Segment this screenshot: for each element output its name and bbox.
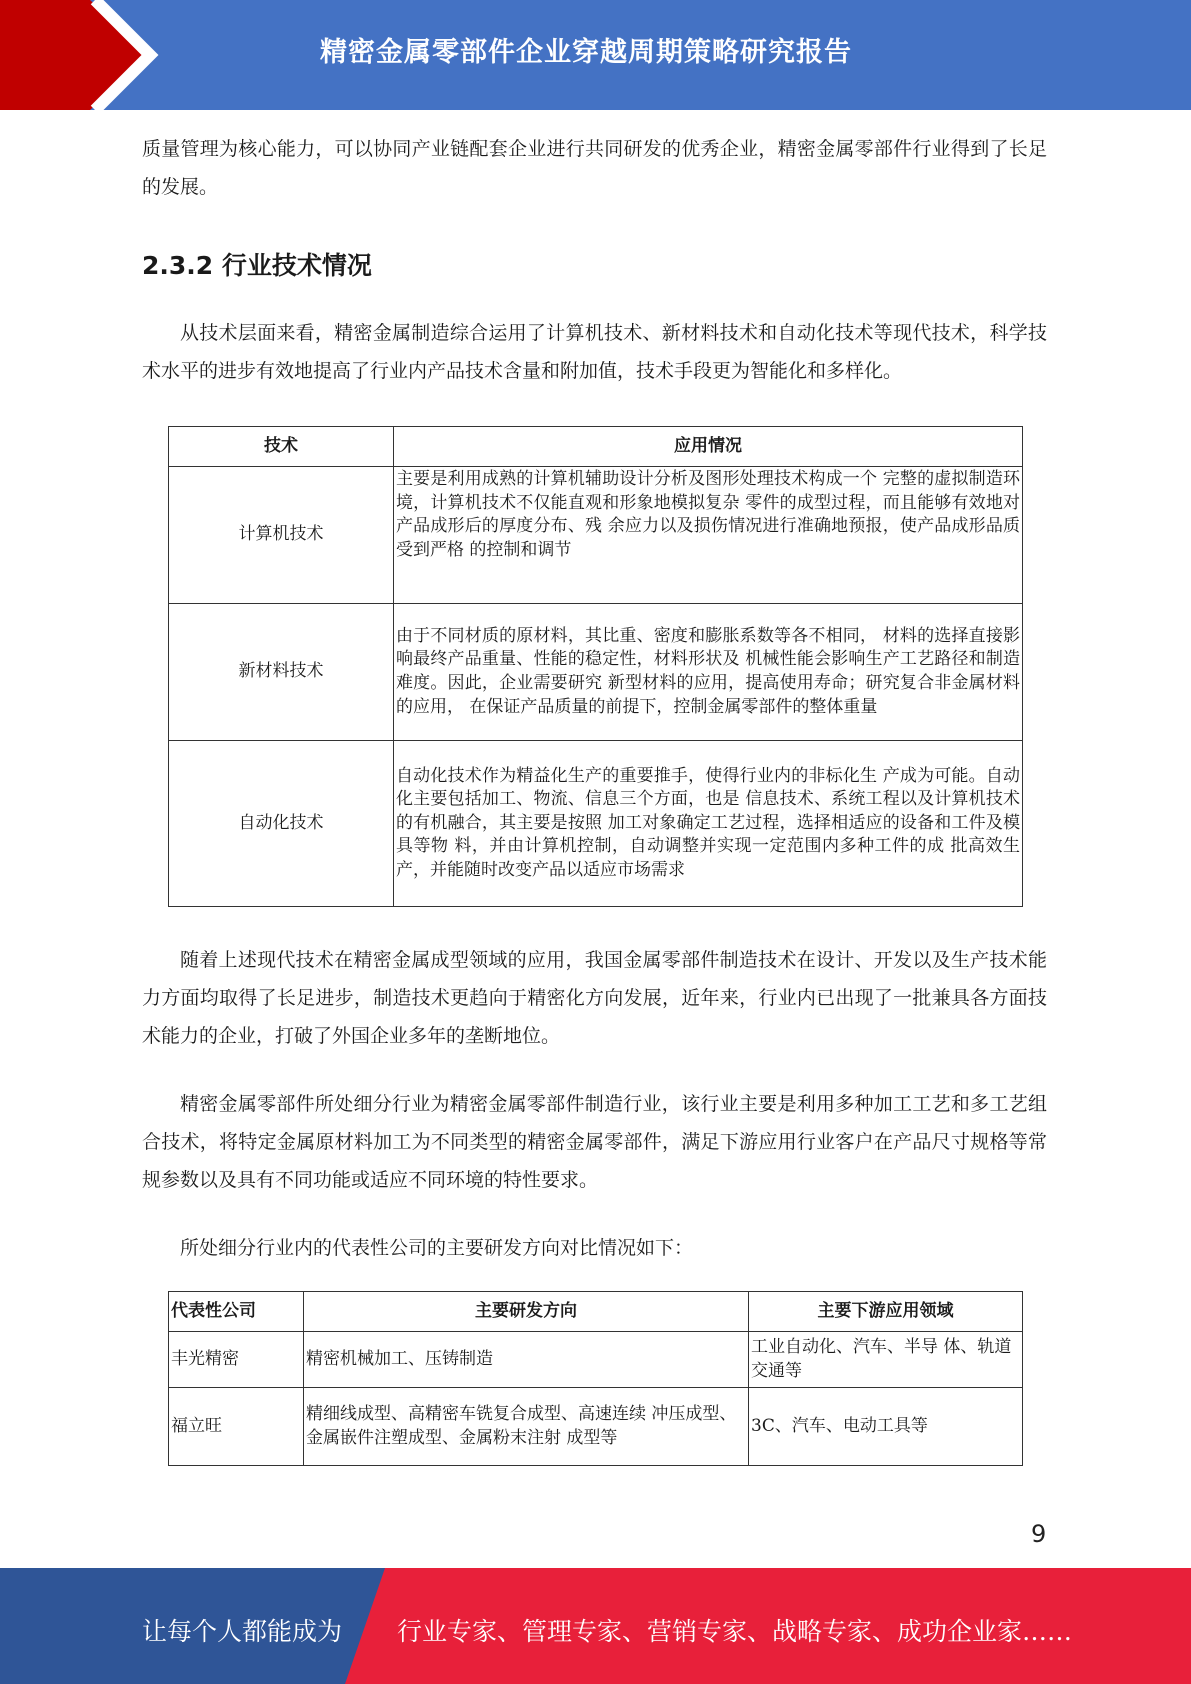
company-table xyxy=(168,1291,1023,1466)
page-number: 9 xyxy=(1031,1520,1047,1548)
page-header xyxy=(0,0,1191,110)
page-content xyxy=(142,130,1047,1466)
column-header-direction: 主要研发方向 xyxy=(304,1292,749,1332)
company-name: 丰光精密 xyxy=(169,1332,304,1388)
table-header-row xyxy=(169,427,1023,467)
research-direction: 精密机械加工、压铸制造 xyxy=(304,1332,749,1388)
intro-paragraph: 质量管理为核心能力，可以协同产业链配套企业进行共同研发的优秀企业，精密金属零部件行业得到了长足的发展。 xyxy=(142,138,1047,198)
tech-application: 由于不同材质的原材料，其比重、密度和膨胀系数等各不相同， 材料的选择直接影响最终产品重量、性能的稳定性，材料形状及 机械性能会影响生产工艺路径和制造难度。因此，企业需要研究 新型材料的应用，提高使用寿命；研究复合非金属材料的应用， 在保证产品质量的前提下，控制金属零部件的整体重量 xyxy=(394,604,1023,741)
industry-paragraph: 精密金属零部件所处细分行业为精密金属零部件制造行业，该行业主要是利用多种加工工艺和多工艺组合技术，将特定金属原材料加工为不同类型的精密金属零部件，满足下游应用行业客户在产品尺寸规格等常规参数以及具有不同功能或适应不同环境的特性要求。 xyxy=(142,1093,1047,1191)
tech-application: 自动化技术作为精益化生产的重要推手，使得行业内的非标化生 产成为可能。自动化主要包括加工、物流、信息三个方面，也是 信息技术、系统工程以及计算机技术的有机融合，其主要是按照 加工对象确定工艺过程，选择相适应的设备和工件及模具等物 料，并由计算机控制，自动调整并实现一定范围内多种工件的成 批高效生产，并能随时改变产品以适应市场需求 xyxy=(394,741,1023,907)
tech-name: 新材料技术 xyxy=(169,604,394,741)
tech-application: 主要是利用成熟的计算机辅助设计分析及图形处理技术构成一个 完整的虚拟制造环境，计算机技术不仅能直观和形象地模拟复杂 零件的成型过程，而且能够有效地对产品成形后的厚度分布、残 余应力以及损伤情况进行准确地预报，使产品成形品质受到严格 的控制和调节 xyxy=(394,467,1023,604)
table-row xyxy=(169,604,1023,741)
progress-paragraph: 随着上述现代技术在精密金属成型领域的应用，我国金属零部件制造技术在设计、开发以及生产技术能力方面均取得了长足进步，制造技术更趋向于精密化方向发展，近年来，行业内已出现了一批兼具各方面技术能力的企业，打破了外国企业多年的垄断地位。 xyxy=(142,949,1047,1047)
table-row xyxy=(169,1388,1023,1466)
downstream-fields: 工业自动化、汽车、半导 体、轨道交通等 xyxy=(749,1332,1023,1388)
table-header-row xyxy=(169,1292,1023,1332)
table-row xyxy=(169,467,1023,604)
footer-slogan-right: 行业专家、管理专家、营销专家、战略专家、成功企业家…… xyxy=(397,1617,1073,1646)
tech-name: 自动化技术 xyxy=(169,741,394,907)
column-header-downstream: 主要下游应用领域 xyxy=(749,1292,1023,1332)
technology-table xyxy=(168,426,1023,907)
tech-name: 计算机技术 xyxy=(169,467,394,604)
column-header-tech: 技术 xyxy=(169,427,394,467)
footer-slogan-left: 让每个人都能成为 xyxy=(142,1617,343,1646)
table-row xyxy=(169,1332,1023,1388)
research-direction: 精细线成型、高精密车铣复合成型、高速连续 冲压成型、金属嵌件注塑成型、金属粉末注射 成型等 xyxy=(304,1388,749,1466)
section-heading: 2.3.2 行业技术情况 xyxy=(142,251,372,280)
column-header-company: 代表性公司 xyxy=(169,1292,304,1332)
tech-intro-paragraph: 从技术层面来看，精密金属制造综合运用了计算机技术、新材料技术和自动化技术等现代技术，科学技术水平的进步有效地提高了行业内产品技术含量和附加值，技术手段更为智能化和多样化。 xyxy=(142,322,1047,382)
company-intro-paragraph: 所处细分行业内的代表性公司的主要研发方向对比情况如下： xyxy=(180,1237,694,1259)
column-header-application: 应用情况 xyxy=(394,427,1023,467)
downstream-fields: 3C、汽车、电动工具等 xyxy=(749,1388,1023,1466)
table-row xyxy=(169,741,1023,907)
report-title: 精密金属零部件企业穿越周期策略研究报告 xyxy=(320,37,852,68)
company-name: 福立旺 xyxy=(169,1388,304,1466)
page-footer xyxy=(0,1568,1191,1684)
